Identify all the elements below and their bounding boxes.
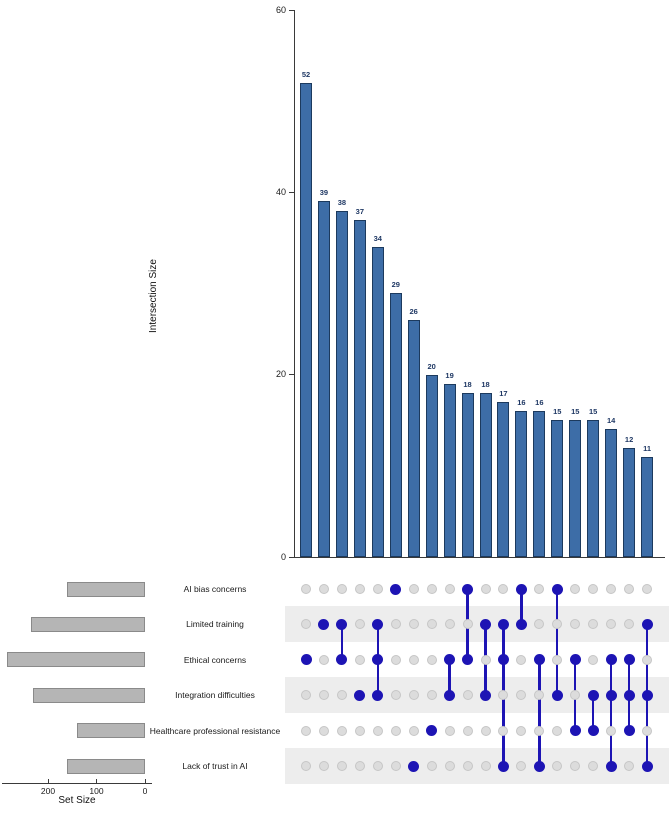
intersection-bar: [497, 402, 509, 557]
matrix-dot-active: [552, 690, 563, 701]
matrix-dot-inactive: [552, 726, 562, 736]
matrix-dot-active: [588, 690, 599, 701]
intersection-bar-value: 29: [391, 279, 400, 289]
matrix-dot-inactive: [642, 584, 652, 594]
matrix-dot-inactive: [301, 584, 311, 594]
matrix-dot-inactive: [570, 584, 580, 594]
matrix-dot-active: [408, 761, 419, 772]
matrix-dot-inactive: [642, 726, 652, 736]
matrix-dot-inactive: [642, 655, 652, 665]
matrix-dot-active: [354, 690, 365, 701]
intersection-bar: [480, 393, 492, 557]
intersection-bar: [462, 393, 474, 557]
matrix-dot-active: [498, 761, 509, 772]
matrix-dot-inactive: [409, 584, 419, 594]
set-size-bar: [77, 723, 145, 738]
set-row-label: Healthcare professional resistance: [149, 725, 281, 736]
matrix-dot-inactive: [391, 761, 401, 771]
y-axis-tick-label: 60: [275, 4, 286, 15]
intersection-bar: [623, 448, 635, 557]
intersection-bar: [390, 293, 402, 557]
intersection-bar-value: 20: [427, 361, 436, 371]
matrix-dot-active: [606, 690, 617, 701]
set-size-bar: [67, 759, 145, 774]
matrix-dot-inactive: [606, 726, 616, 736]
intersection-bar: [354, 220, 366, 557]
matrix-dot-active: [642, 761, 653, 772]
matrix-dot-active: [642, 619, 653, 630]
intersection-bar: [515, 411, 527, 557]
intersection-bar-value: 18: [463, 379, 472, 389]
intersection-bar-value: 17: [499, 389, 508, 399]
matrix-dot-active: [462, 584, 473, 595]
matrix-dot-inactive: [319, 655, 329, 665]
matrix-dot-inactive: [337, 726, 347, 736]
matrix-dot-inactive: [391, 655, 401, 665]
matrix-dot-inactive: [427, 584, 437, 594]
intersection-y-axis-line: [294, 10, 295, 558]
matrix-dot-active: [498, 619, 509, 630]
set-size-bar: [33, 688, 145, 703]
intersection-baseline: [294, 557, 665, 558]
matrix-dot-active: [552, 584, 563, 595]
intersection-bar-value: 16: [517, 398, 526, 408]
matrix-dot-inactive: [391, 726, 401, 736]
matrix-dot-active: [444, 690, 455, 701]
intersection-bar: [587, 420, 599, 557]
y-axis-tick: [289, 10, 295, 11]
matrix-dot-inactive: [355, 655, 365, 665]
matrix-dot-inactive: [498, 584, 508, 594]
matrix-dot-inactive: [516, 726, 526, 736]
matrix-dot-inactive: [463, 619, 473, 629]
y-axis-tick: [289, 192, 295, 193]
matrix-dot-active: [480, 619, 491, 630]
intersection-bar: [569, 420, 581, 557]
matrix-dot-inactive: [606, 584, 616, 594]
matrix-dot-active: [516, 619, 527, 630]
matrix-dot-active: [516, 584, 527, 595]
matrix-dot-inactive: [481, 726, 491, 736]
intersection-size-axis-title: Intersection Size: [148, 259, 159, 333]
intersection-bar: [444, 384, 456, 557]
matrix-dot-inactive: [588, 584, 598, 594]
intersection-bar: [551, 420, 563, 557]
matrix-dot-active: [336, 654, 347, 665]
matrix-dot-inactive: [409, 726, 419, 736]
matrix-dot-inactive: [463, 726, 473, 736]
matrix-dot-inactive: [445, 761, 455, 771]
set-row-label: Limited training: [186, 619, 244, 630]
matrix-dot-inactive: [445, 619, 455, 629]
matrix-dot-inactive: [301, 726, 311, 736]
set-size-tick-label: 100: [89, 786, 104, 796]
set-size-bar: [67, 582, 145, 597]
matrix-dot-inactive: [373, 761, 383, 771]
matrix-dot-inactive: [463, 690, 473, 700]
intersection-bar: [372, 247, 384, 557]
matrix-dot-inactive: [337, 761, 347, 771]
matrix-dot-inactive: [355, 761, 365, 771]
matrix-dot-active: [642, 690, 653, 701]
matrix-dot-inactive: [481, 584, 491, 594]
intersection-bar: [300, 83, 312, 557]
matrix-dot-inactive: [427, 655, 437, 665]
intersection-bar-value: 18: [481, 379, 490, 389]
intersection-bar-value: 39: [319, 188, 329, 198]
intersection-bar-value: 38: [337, 197, 347, 207]
intersection-bar-value: 52: [301, 69, 311, 79]
set-size-tick-label: 0: [142, 786, 148, 796]
matrix-dot-active: [390, 584, 401, 595]
matrix-dot-active: [624, 690, 635, 701]
matrix-dot-inactive: [624, 584, 634, 594]
intersection-bar: [336, 211, 348, 557]
matrix-dot-active: [570, 654, 581, 665]
intersection-bar-value: 26: [409, 306, 418, 316]
intersection-bar: [408, 320, 420, 557]
y-axis-tick-label: 0: [280, 551, 286, 562]
matrix-dot-active: [426, 725, 437, 736]
matrix-dot-active: [534, 761, 545, 772]
matrix-dot-inactive: [498, 726, 508, 736]
matrix-dot-active: [570, 725, 581, 736]
intersection-bar-value: 15: [571, 407, 580, 417]
matrix-dot-inactive: [355, 584, 365, 594]
intersection-bar-value: 16: [535, 398, 544, 408]
matrix-dot-active: [498, 654, 509, 665]
matrix-dot-inactive: [588, 655, 598, 665]
matrix-dot-inactive: [373, 584, 383, 594]
matrix-dot-active: [624, 654, 635, 665]
set-size-axis-title: Set Size: [58, 795, 96, 806]
matrix-dot-inactive: [319, 761, 329, 771]
set-size-bar: [31, 617, 145, 632]
matrix-dot-inactive: [319, 726, 329, 736]
intersection-bar: [605, 429, 617, 557]
matrix-dot-inactive: [319, 584, 329, 594]
intersection-bar-value: 19: [445, 370, 454, 380]
matrix-dot-active: [624, 725, 635, 736]
matrix-dot-inactive: [373, 726, 383, 736]
matrix-dot-active: [606, 761, 617, 772]
intersection-bar: [641, 457, 653, 557]
matrix-dot-inactive: [337, 584, 347, 594]
matrix-dot-active: [534, 654, 545, 665]
matrix-dot-active: [588, 725, 599, 736]
intersection-bar-value: 15: [553, 407, 562, 417]
intersection-bar: [318, 201, 330, 557]
set-size-tick-label: 200: [40, 786, 56, 796]
set-row-label: Ethical concerns: [183, 654, 247, 665]
matrix-dot-active: [372, 654, 383, 665]
y-axis-tick: [289, 374, 295, 375]
set-row-label: Integration difficulties: [175, 690, 255, 701]
y-axis-tick-label: 40: [275, 186, 286, 197]
intersection-bar: [533, 411, 545, 557]
matrix-dot-active: [462, 654, 473, 665]
intersection-bar-value: 12: [624, 434, 634, 444]
matrix-dot-inactive: [463, 761, 473, 771]
matrix-dot-inactive: [409, 690, 419, 700]
set-row-label: Lack of trust in AI: [182, 761, 248, 771]
matrix-dot-active: [372, 690, 383, 701]
matrix-dot-inactive: [427, 690, 437, 700]
matrix-connector-line: [556, 589, 558, 695]
matrix-dot-inactive: [552, 655, 562, 665]
intersection-bar-value: 14: [606, 416, 616, 426]
intersection-bar-value: 37: [355, 206, 365, 216]
intersection-bar: [426, 375, 438, 557]
intersection-bar-value: 15: [589, 407, 598, 417]
matrix-dot-inactive: [534, 726, 544, 736]
matrix-dot-active: [606, 654, 617, 665]
y-axis-tick-label: 20: [275, 369, 286, 380]
matrix-dot-inactive: [427, 761, 437, 771]
matrix-dot-active: [301, 654, 312, 665]
matrix-dot-inactive: [481, 761, 491, 771]
matrix-connector-line: [538, 660, 540, 766]
matrix-connector-line: [610, 660, 612, 766]
set-size-bar: [7, 652, 145, 667]
matrix-dot-active: [444, 654, 455, 665]
intersection-bar-value: 34: [373, 234, 382, 244]
matrix-dot-inactive: [445, 584, 455, 594]
matrix-dot-inactive: [409, 655, 419, 665]
set-size-axis-line: [2, 783, 152, 784]
matrix-dot-inactive: [355, 726, 365, 736]
intersection-bar-value: 11: [643, 443, 652, 453]
matrix-dot-inactive: [391, 690, 401, 700]
y-axis-tick: [289, 557, 295, 558]
set-row-label: AI bias concerns: [183, 584, 247, 594]
matrix-dot-inactive: [516, 655, 526, 665]
matrix-dot-inactive: [301, 761, 311, 771]
matrix-dot-inactive: [534, 584, 544, 594]
matrix-dot-active: [480, 690, 491, 701]
matrix-dot-inactive: [445, 726, 455, 736]
matrix-dot-inactive: [481, 655, 491, 665]
